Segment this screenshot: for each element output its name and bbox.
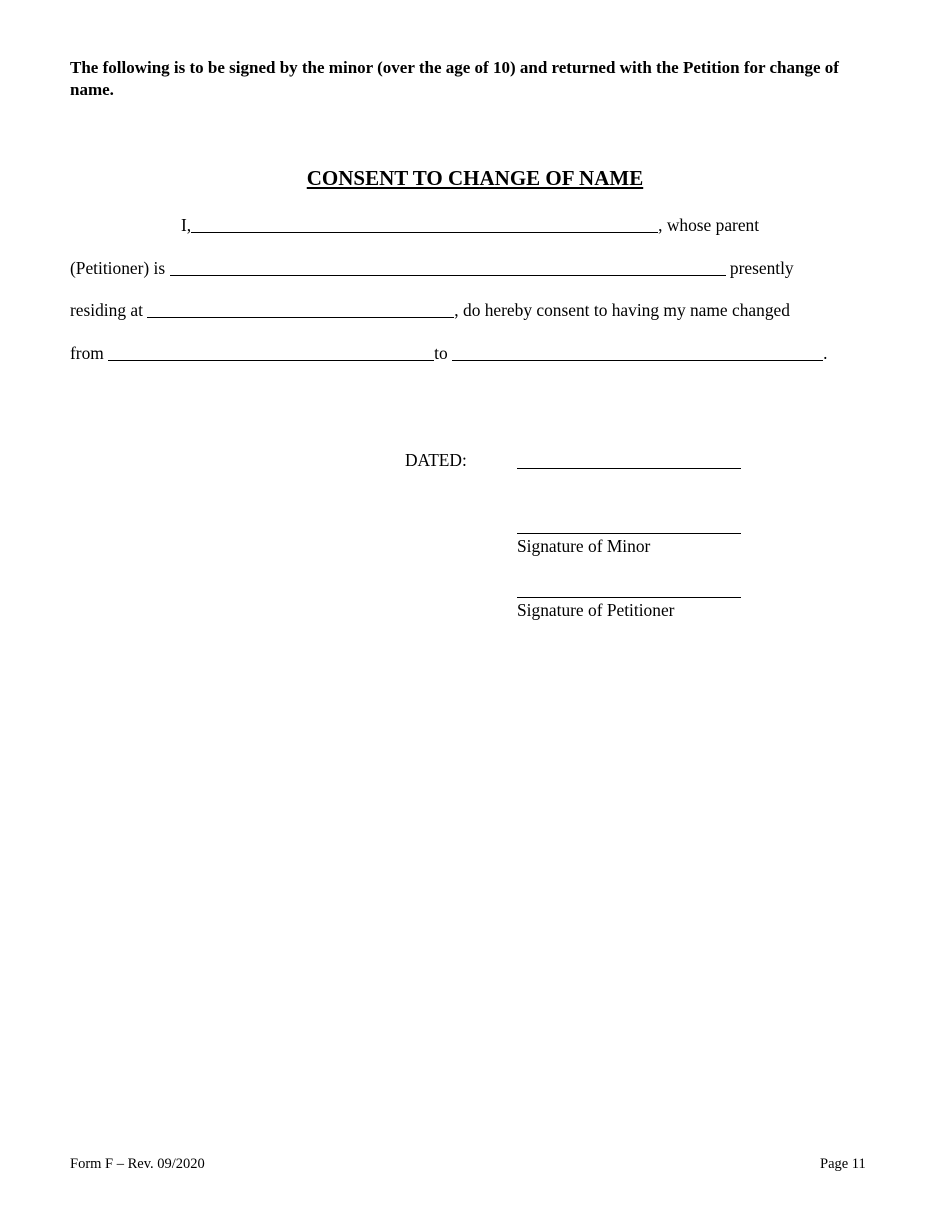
consent-line-2 (70, 256, 794, 279)
line1-prefix: I, (181, 215, 192, 235)
minor-name-field[interactable] (191, 215, 658, 233)
line3-suffix: , do hereby consent to having my name changed (454, 300, 790, 320)
petitioner-signature-label: Signature of Petitioner (517, 600, 675, 620)
new-name-field[interactable] (452, 343, 823, 361)
line3-prefix: residing at (70, 300, 143, 320)
date-field[interactable] (517, 468, 741, 469)
line1-suffix: , whose parent (658, 215, 760, 235)
line4-prefix: from (70, 343, 104, 363)
dated-label: DATED: (405, 450, 467, 470)
minor-signature-label: Signature of Minor (517, 536, 651, 556)
document-title: CONSENT TO CHANGE OF NAME (306, 166, 644, 190)
consent-line-4 (70, 341, 827, 364)
petitioner-name-field[interactable] (170, 258, 726, 276)
page-number: Page 11 (820, 1156, 866, 1172)
line4-middle: to (434, 343, 448, 363)
residence-field[interactable] (147, 300, 454, 318)
consent-line-3 (70, 298, 790, 321)
minor-signature-field[interactable] (517, 533, 741, 534)
current-name-field[interactable] (108, 343, 434, 361)
line4-suffix: . (823, 343, 828, 363)
consent-line-1 (181, 213, 759, 236)
line2-suffix: presently (729, 258, 794, 278)
instructions-text: The following is to be signed by the minor (over the age of 10) and returned with the Petition for change of name. (70, 58, 839, 99)
line2-prefix: (Petitioner) is (70, 258, 166, 278)
form-revision: Form F – Rev. 09/2020 (70, 1156, 205, 1172)
petitioner-signature-field[interactable] (517, 597, 741, 598)
